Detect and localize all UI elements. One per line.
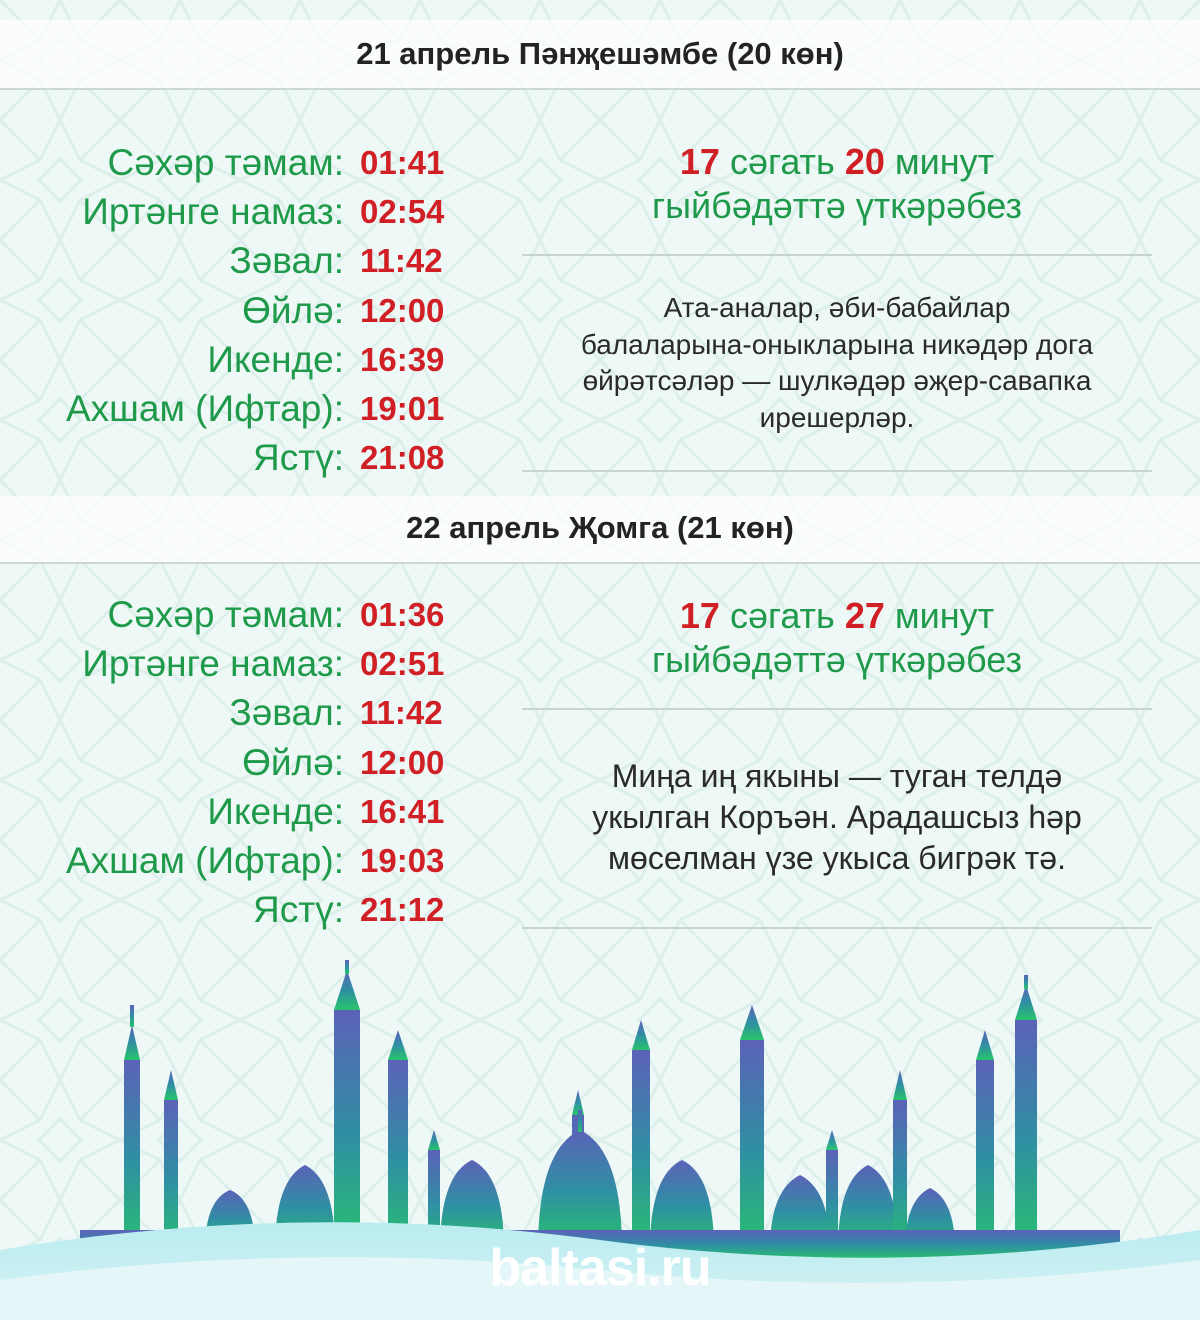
time-label: Ястү: <box>253 889 344 931</box>
time-label: Икенде: <box>207 790 344 832</box>
fasting-duration-caption: гыйбәдәттә үткәрәбез <box>651 185 1023 226</box>
time-row <box>0 138 460 187</box>
divider <box>522 927 1152 929</box>
time-value: 19:03 <box>360 842 445 880</box>
time-label: Икенде: <box>207 338 344 380</box>
day-2-header-rule <box>0 562 1200 564</box>
time-row <box>0 237 460 286</box>
time-value: 11:42 <box>360 242 443 280</box>
time-label: Өйлә: <box>242 741 344 783</box>
day-1-right-column <box>522 140 1152 472</box>
day-1-prayer-times <box>0 138 460 483</box>
brand-logo: baltasi.ru <box>489 1239 711 1297</box>
duration-hours-word: сәгать <box>729 595 835 636</box>
time-row <box>0 187 460 236</box>
note-line: мөселман үзе укыса бигрәк тә. <box>608 840 1066 876</box>
time-value: 21:08 <box>360 439 445 477</box>
time-label: Ястү: <box>253 437 344 479</box>
note-line: Миңа иң якыны — туган телдә <box>611 758 1063 794</box>
time-label: Өйлә: <box>242 289 344 331</box>
note-line: балаларына-оныкларына никәдәр дога <box>580 328 1094 360</box>
note-line: укылган Коръән. Арадашсыз һәр <box>592 799 1082 835</box>
fasting-duration-caption: гыйбәдәттә үткәрәбез <box>651 639 1023 680</box>
fasting-duration <box>522 140 1152 184</box>
time-row <box>0 689 460 738</box>
note-line: ирешерләр. <box>759 401 915 433</box>
duration-minutes-word: минут <box>894 141 995 182</box>
time-row <box>0 434 460 483</box>
time-value: 12:00 <box>360 291 445 329</box>
time-value: 01:41 <box>360 143 445 181</box>
day-1-header-rule <box>0 88 1200 90</box>
divider <box>522 708 1152 710</box>
duration-hours: 17 <box>679 141 720 182</box>
time-label: Ахшам (Ифтар): <box>66 388 344 430</box>
time-value: 02:51 <box>360 644 445 682</box>
note-line: Ата-аналар, әби-бабайлар <box>663 292 1011 323</box>
time-row <box>0 886 460 935</box>
duration-minutes-word: минут <box>894 595 995 636</box>
time-row <box>0 738 460 787</box>
time-value: 01:36 <box>360 595 445 633</box>
duration-minutes: 27 <box>844 595 885 636</box>
time-value: 19:01 <box>360 390 445 428</box>
fasting-duration <box>522 594 1152 638</box>
time-label: Сәхәр тәмам: <box>107 141 344 183</box>
time-value: 16:39 <box>360 340 445 378</box>
time-label: Иртәнге намаз: <box>82 190 344 232</box>
time-row <box>0 787 460 836</box>
time-value: 16:41 <box>360 792 445 830</box>
time-row <box>0 836 460 885</box>
time-row <box>0 286 460 335</box>
day-2-right-column <box>522 594 1152 929</box>
duration-hours-word: сәгать <box>729 141 835 182</box>
day-1-header: 21 апрель Пәнҗешәмбе (20 көн) <box>356 36 844 71</box>
time-label: Зәвал: <box>229 692 344 734</box>
time-value: 11:42 <box>360 694 443 732</box>
time-value: 12:00 <box>360 743 445 781</box>
time-row <box>0 335 460 384</box>
time-label: Иртәнге намаз: <box>82 642 344 684</box>
day-2-note <box>522 756 1152 879</box>
divider <box>522 470 1152 472</box>
time-label: Ахшам (Ифтар): <box>66 840 344 882</box>
note-line: өйрәтсәләр — шулкәдәр әҗер-савапка <box>582 365 1092 396</box>
time-value: 02:54 <box>360 192 445 230</box>
day-1-note <box>522 290 1152 436</box>
time-label: Сәхәр тәмам: <box>107 593 344 635</box>
day-2-header: 22 апрель Җомга (21 көн) <box>406 510 794 545</box>
divider <box>522 254 1152 256</box>
duration-hours: 17 <box>679 595 720 636</box>
time-row <box>0 639 460 688</box>
day-2-prayer-times <box>0 590 460 935</box>
time-row <box>0 384 460 433</box>
time-label: Зәвал: <box>229 240 344 282</box>
time-value: 21:12 <box>360 891 445 929</box>
time-row <box>0 590 460 639</box>
duration-minutes: 20 <box>844 141 885 182</box>
